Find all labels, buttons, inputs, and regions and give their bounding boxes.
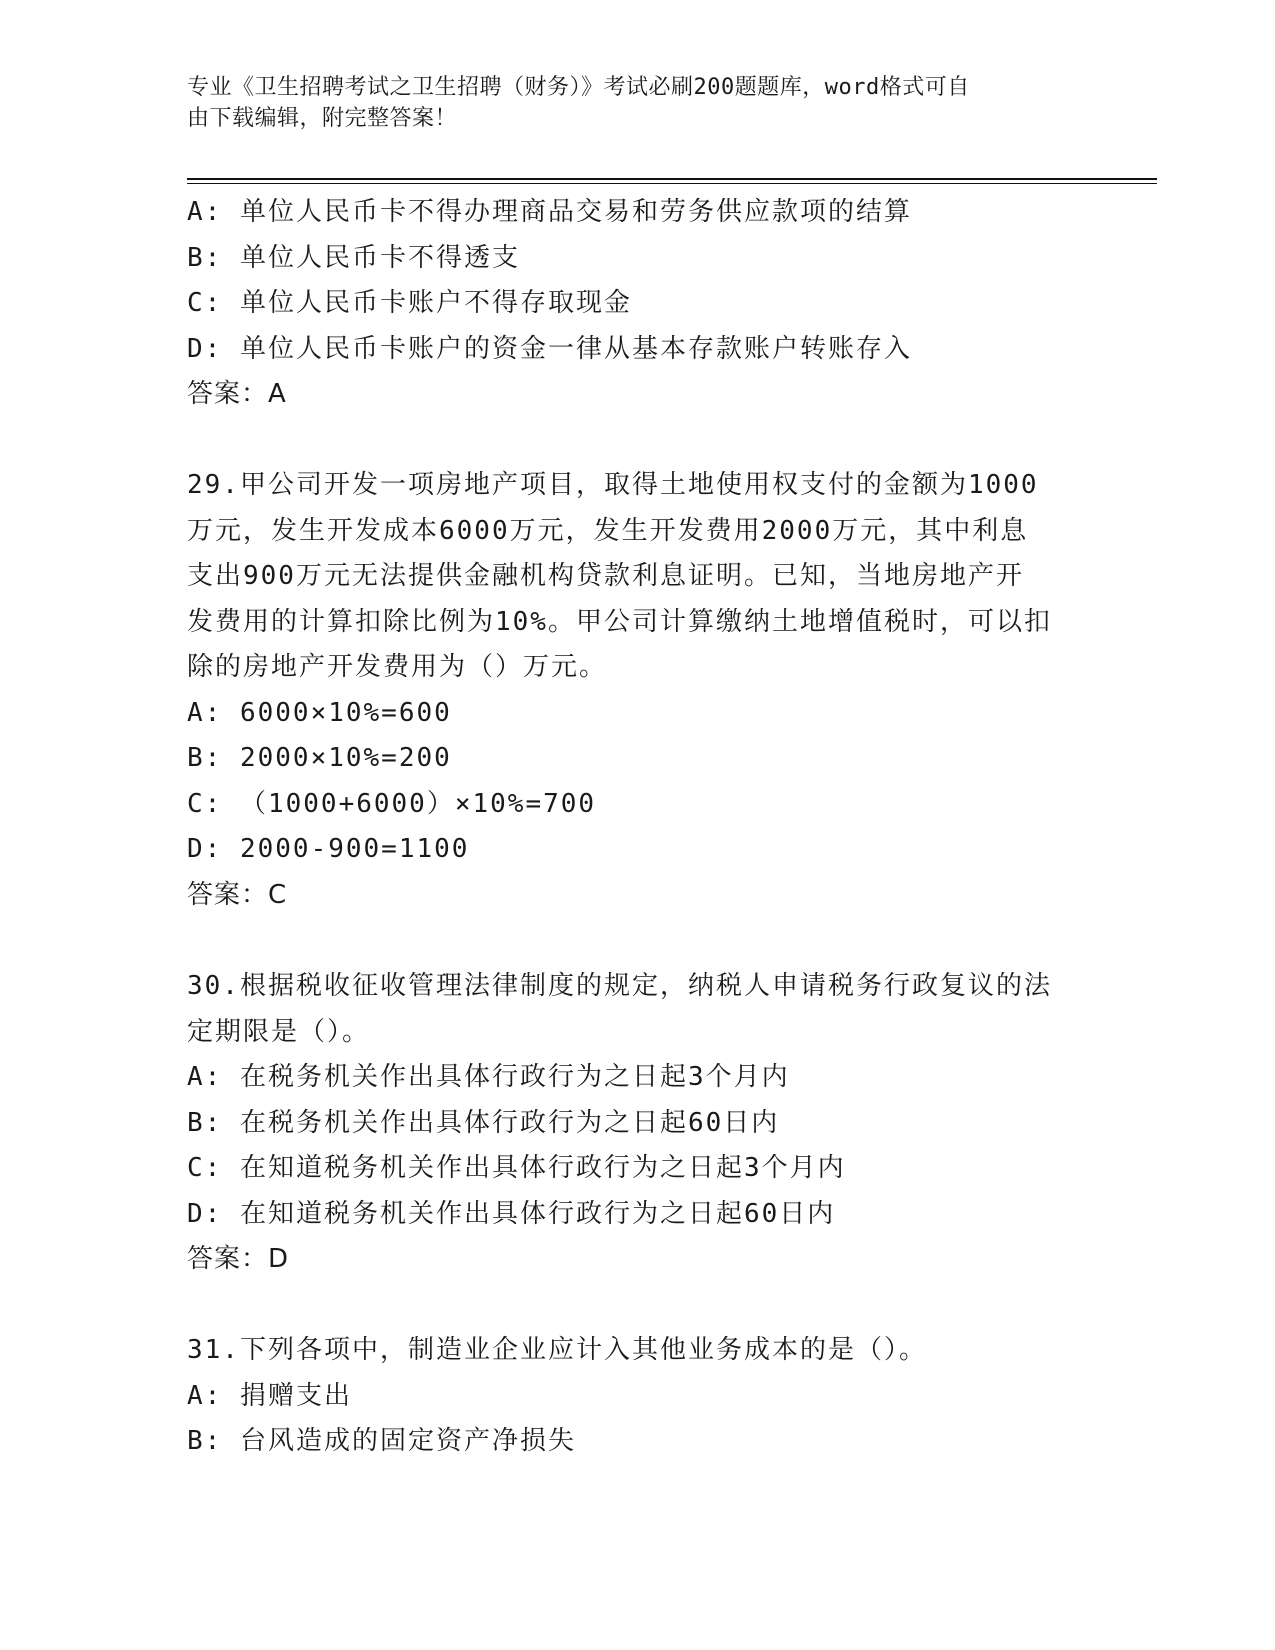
question-stem-line: 31.下列各项中，制造业企业应计入其他业务成本的是（）。 — [187, 1335, 927, 1365]
option-a: A: 单位人民币卡不得办理商品交易和劳务供应款项的结算 — [187, 197, 912, 227]
option-d: D: 2000-900=1100 — [187, 834, 470, 864]
question-31-block — [187, 1328, 1087, 1465]
question-stem-line: 支出900万元无法提供金融机构贷款利息证明。已知，当地房地产开 — [187, 561, 1024, 591]
question-stem-line: 29.甲公司开发一项房地产项目，取得土地使用权支付的金额为1000 — [187, 470, 1039, 500]
question-stem-line: 万元，发生开发成本6000万元，发生开发费用2000万元，其中利息 — [187, 515, 1029, 546]
option-b: B: 2000×10%=200 — [187, 743, 452, 773]
option-a: A: 6000×10%=600 — [187, 697, 452, 728]
option-d: D: 单位人民币卡账户的资金一律从基本存款账户转账存入 — [187, 333, 912, 364]
option-b: B: 在税务机关作出具体行政行为之日起60日内 — [187, 1107, 780, 1138]
question-stem-line: 除的房地产开发费用为（）万元。 — [187, 652, 608, 682]
header-line-2: 由下载编辑，附完整答案！ — [187, 106, 458, 131]
option-c: C: 单位人民币卡账户不得存取现金 — [187, 288, 632, 318]
answer-line: 答案：A — [187, 379, 287, 409]
option-b: B: 单位人民币卡不得透支 — [187, 242, 520, 273]
option-d: D: 在知道税务机关作出具体行政行为之日起60日内 — [187, 1198, 836, 1229]
option-a: A: 在税务机关作出具体行政行为之日起3个月内 — [187, 1062, 790, 1092]
question-28-block — [187, 190, 1087, 418]
option-a: A: 捐赠支出 — [187, 1380, 352, 1411]
question-30-block — [187, 964, 1087, 1283]
option-c: C: 在知道税务机关作出具体行政行为之日起3个月内 — [187, 1153, 846, 1183]
header-rule-thick — [187, 178, 1157, 180]
question-content — [187, 190, 1087, 1465]
question-stem-line: 定期限是（）。 — [187, 1016, 371, 1047]
spacer — [187, 1283, 1087, 1329]
answer-line: 答案：D — [187, 1244, 290, 1274]
question-stem-line: 发费用的计算扣除比例为10%。甲公司计算缴纳土地增值税时，可以扣 — [187, 606, 1052, 637]
question-29-block — [187, 463, 1087, 918]
header-line-1: 专业《卫生招聘考试之卫生招聘（财务）》考试必刷200题题库，word格式可自 — [187, 75, 970, 100]
spacer — [187, 418, 1087, 464]
answer-line: 答案：C — [187, 879, 288, 910]
header-rule-thin — [187, 183, 1157, 184]
option-b: B: 台风造成的固定资产净损失 — [187, 1426, 576, 1456]
spacer — [187, 918, 1087, 964]
option-c: C: （1000+6000）×10%=700 — [187, 788, 597, 819]
document-header — [187, 72, 1087, 134]
question-stem-line: 30.根据税收征收管理法律制度的规定，纳税人申请税务行政复议的法 — [187, 971, 1052, 1001]
